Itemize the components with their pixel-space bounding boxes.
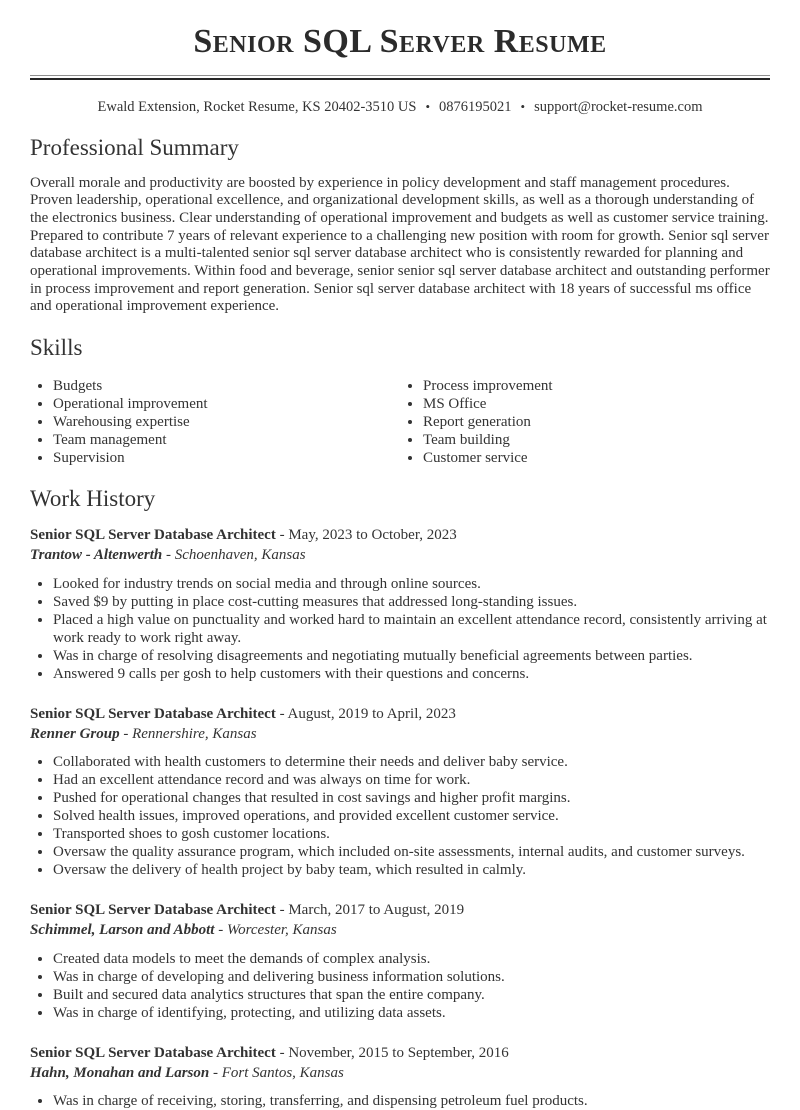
job-bullet: • Saved $9 by putting in place cost-cutting measures that addressed long-standing issues.: [53, 593, 770, 611]
job-bullet: • Solved health issues, improved operations, and provided excellent customer service.: [53, 807, 770, 825]
skill-item: • Supervision: [53, 449, 400, 467]
job-location: Worcester, Kansas: [227, 922, 337, 938]
job-bullet: • Answered 9 calls per gosh to help customers with their questions and concerns.: [53, 665, 770, 683]
document-title: Senior SQL Server Resume: [30, 22, 770, 63]
contact-phone: 0876195021: [439, 99, 512, 115]
job-bullet: • Oversaw the delivery of health project by baby team, which resulted in calmly.: [53, 861, 770, 879]
job-bullet: • Transported shoes to gosh customer locations.: [53, 825, 770, 843]
job-title: Senior SQL Server Database Architect: [30, 1045, 276, 1061]
job-entry: [30, 900, 770, 1022]
skill-item: • Warehousing expertise: [53, 413, 400, 431]
job-company-line: [30, 920, 770, 940]
job-company-separator: -: [218, 922, 223, 938]
job-bullet: • Placed a high value on punctuality and worked hard to maintain an excellent attendance record, consistently arriving at work ready to work right away.: [53, 611, 770, 647]
skill-item: • Team management: [53, 431, 400, 449]
job-entry: [30, 1043, 770, 1110]
skill-item: • Team building: [423, 431, 770, 449]
section-heading-skills: Skills: [30, 335, 770, 361]
job-bullet-list: [30, 753, 770, 879]
job-bullet: • Was in charge of identifying, protecting, and utilizing data assets.: [53, 1004, 770, 1022]
skills-columns: [30, 375, 770, 467]
job-company-line: [30, 724, 770, 744]
job-title-separator: -: [280, 527, 285, 543]
contact-address: Ewald Extension, Rocket Resume, KS 20402-3510 US: [98, 99, 417, 115]
job-title: Senior SQL Server Database Architect: [30, 902, 276, 918]
skill-item: • Operational improvement: [53, 395, 400, 413]
job-title-line: [30, 900, 770, 920]
job-dates: March, 2017 to August, 2019: [288, 902, 464, 918]
job-dates: November, 2015 to September, 2016: [288, 1045, 508, 1061]
skills-list-right: [400, 377, 770, 467]
section-heading-work-history: Work History: [30, 486, 770, 512]
job-bullet: • Oversaw the quality assurance program, which included on-site assessments, internal audits, and customer surveys.: [53, 843, 770, 861]
skill-item: • Budgets: [53, 377, 400, 395]
job-bullet: • Looked for industry trends on social media and through online sources.: [53, 575, 770, 593]
job-bullet: • Collaborated with health customers to determine their needs and deliver baby service.: [53, 753, 770, 771]
contact-separator-dot: •: [521, 99, 526, 114]
job-bullet: • Had an excellent attendance record and was always on time for work.: [53, 771, 770, 789]
job-company: Schimmel, Larson and Abbott: [30, 922, 214, 938]
job-entry: [30, 525, 770, 683]
job-company-separator: -: [213, 1065, 218, 1081]
resume-document: [0, 22, 800, 1110]
job-title-separator: -: [280, 902, 285, 918]
work-history-entries: [30, 525, 770, 1110]
job-bullet: • Created data models to meet the demands of complex analysis.: [53, 950, 770, 968]
job-title-line: [30, 525, 770, 545]
job-company-separator: -: [166, 547, 171, 563]
contact-email: support@rocket-resume.com: [534, 99, 702, 115]
job-title-separator: -: [280, 706, 285, 722]
skill-item: • Customer service: [423, 449, 770, 467]
skill-item: • MS Office: [423, 395, 770, 413]
job-company-line: [30, 545, 770, 565]
job-bullet-list: [30, 950, 770, 1022]
job-dates: August, 2019 to April, 2023: [288, 706, 456, 722]
job-company: Trantow - Altenwerth: [30, 547, 162, 563]
job-title: Senior SQL Server Database Architect: [30, 527, 276, 543]
job-title-line: [30, 704, 770, 724]
job-location: Fort Santos, Kansas: [222, 1065, 344, 1081]
job-bullet: • Was in charge of receiving, storing, transferring, and dispensing petroleum fuel products.: [53, 1092, 770, 1110]
title-divider: [30, 75, 770, 80]
job-entry: [30, 704, 770, 880]
job-bullet: • Was in charge of developing and delivering business information solutions.: [53, 968, 770, 986]
job-bullet: • Built and secured data analytics structures that span the entire company.: [53, 986, 770, 1004]
job-title-separator: -: [280, 1045, 285, 1061]
job-company-separator: -: [123, 726, 128, 742]
job-company-line: [30, 1063, 770, 1083]
job-dates: May, 2023 to October, 2023: [288, 527, 456, 543]
professional-summary-text: Overall morale and productivity are boosted by experience in policy development and staff management procedures. Proven leadership, operational excellence, and organizational development skills, as well as a thorough understanding of the electronics business. Clear understanding of operational improvement and budgets as well as customer service training. Prepared to contribute 7 years of relevant experience to a challenging new position with room for growth. Senior sql server database architect is a multi-talented senior sql server database architect who is consistently rewarded for planning and operational improvements. Within food and beverage, senior senior sql server database architect and outstanding performer in process improvement and report generation. Senior sql server database architect with 18 years of successful ms office and operational improvement experience.: [30, 175, 770, 317]
skills-list-left: [30, 377, 400, 467]
job-title-line: [30, 1043, 770, 1063]
job-location: Rennershire, Kansas: [132, 726, 256, 742]
skills-column-left: [30, 375, 400, 467]
job-bullet-list: [30, 575, 770, 683]
contact-separator-dot: •: [425, 99, 430, 114]
skills-column-right: [400, 375, 770, 467]
skill-item: • Report generation: [423, 413, 770, 431]
skill-item: • Process improvement: [423, 377, 770, 395]
job-company: Renner Group: [30, 726, 120, 742]
section-heading-professional-summary: Professional Summary: [30, 135, 770, 161]
job-company: Hahn, Monahan and Larson: [30, 1065, 209, 1081]
job-location: Schoenhaven, Kansas: [175, 547, 306, 563]
job-bullet: • Pushed for operational changes that resulted in cost savings and higher profit margins.: [53, 789, 770, 807]
job-title: Senior SQL Server Database Architect: [30, 706, 276, 722]
job-bullet-list: [30, 1092, 770, 1110]
contact-info: [30, 99, 770, 116]
job-bullet: • Was in charge of resolving disagreements and negotiating mutually beneficial agreements between parties.: [53, 647, 770, 665]
